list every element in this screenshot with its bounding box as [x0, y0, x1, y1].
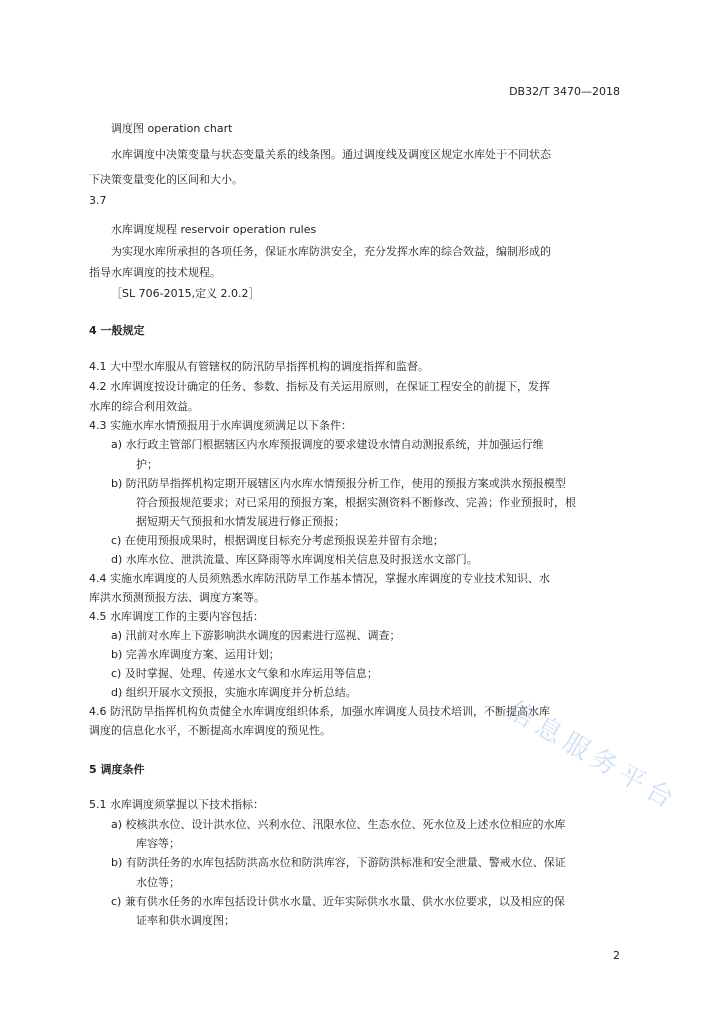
- list-item-cont: 护；: [136, 458, 158, 471]
- clause: 5.1 水库调度须掌握以下技术指标：: [89, 798, 264, 811]
- clause: 4.1 大中型水库服从有管辖权的防汛防旱指挥机构的调度指挥和监督。: [89, 360, 429, 373]
- list-item-cont: 证率和供水调度图；: [136, 914, 235, 927]
- clause: 4.4 实施水库调度的人员须熟悉水库防汛防旱工作基本情况，掌握水库调度的专业技术知识、水: [89, 572, 550, 585]
- page-number: 2: [613, 949, 620, 962]
- clause: 4.6 防汛防旱指挥机构负责健全水库调度组织体系，加强水库调度人员技术培训，不断提高水库: [89, 705, 550, 718]
- list-item-cont: 符合预报规范要求；对已采用的预报方案，根据实测资料不断修改、完善；作业预报时，根: [136, 496, 576, 509]
- list-item: c) 在使用预报成果时，根据调度目标充分考虑预报误差并留有余地；: [111, 534, 444, 547]
- list-item: b) 有防洪任务的水库包括防洪高水位和防洪库容，下游防洪标准和安全泄量、警戒水位、保证: [111, 856, 566, 869]
- list-item: a) 水行政主管部门根据辖区内水库预报调度的要求建设水情自动测报系统，并加强运行维: [111, 438, 544, 451]
- clause: 4.2 水库调度按设计确定的任务、参数、指标及有关运用原则，在保证工程安全的前提下，发挥: [89, 380, 550, 393]
- list-item: b) 防汛防旱指挥机构定期开展辖区内水库水情预报分析工作，使用的预报方案或洪水预报模型: [111, 477, 566, 490]
- term-operation-chart: 调度图 operation chart: [111, 122, 233, 135]
- section-heading: 4 一般规定: [89, 324, 145, 337]
- list-item: c) 及时掌握、处理、传递水文气象和水库运用等信息；: [111, 667, 378, 680]
- list-item-cont: 库容等；: [136, 837, 180, 850]
- clause: 4.5 水库调度工作的主要内容包括：: [89, 610, 264, 623]
- watermark: 信息服务平台: [502, 695, 684, 818]
- clause-number: 3.7: [89, 194, 107, 207]
- term-reservoir-operation-rules: 水库调度规程 reservoir operation rules: [111, 223, 317, 236]
- reference-note: ［SL 706-2015,定义 2.0.2］: [111, 287, 260, 300]
- clause: 4.3 实施水库水情预报用于水库调度须满足以下条件：: [89, 419, 352, 432]
- definition-line: 指导水库调度的技术规程。: [89, 266, 221, 279]
- document-code: DB32/T 3470—2018: [509, 85, 620, 98]
- list-item: d) 水库水位、泄洪流量、库区降雨等水库调度相关信息及时报送水文部门。: [111, 553, 478, 566]
- definition-line: 为实现水库所承担的各项任务，保证水库防洪安全，充分发挥水库的综合效益，编制形成的: [111, 245, 551, 258]
- clause: 调度的信息化水平，不断提高水库调度的预见性。: [89, 724, 331, 737]
- list-item: c) 兼有供水任务的水库包括设计供水水量、近年实际供水水量、供水水位要求，以及相应的保: [111, 895, 565, 908]
- list-item: a) 汛前对水库上下游影响洪水调度的因素进行巡视、调查；: [111, 629, 401, 642]
- list-item-cont: 据短期天气预报和水情发展进行修正预报；: [136, 515, 345, 528]
- list-item: b) 完善水库调度方案、运用计划；: [111, 648, 280, 661]
- section-heading: 5 调度条件: [89, 763, 145, 776]
- definition-line: 水库调度中决策变量与状态变量关系的线条图。通过调度线及调度区规定水库处于不同状态: [111, 148, 551, 161]
- clause: 水库的综合利用效益。: [89, 400, 199, 413]
- definition-line: 下决策变量变化的区间和大小。: [89, 173, 243, 186]
- list-item-cont: 水位等；: [136, 876, 180, 889]
- clause: 库洪水预测预报方法、调度方案等。: [89, 591, 265, 604]
- list-item: d) 组织开展水文预报，实施水库调度并分析总结。: [111, 686, 357, 699]
- list-item: a) 校核洪水位、设计洪水位、兴利水位、汛限水位、生态水位、死水位及上述水位相应的水库: [111, 818, 566, 831]
